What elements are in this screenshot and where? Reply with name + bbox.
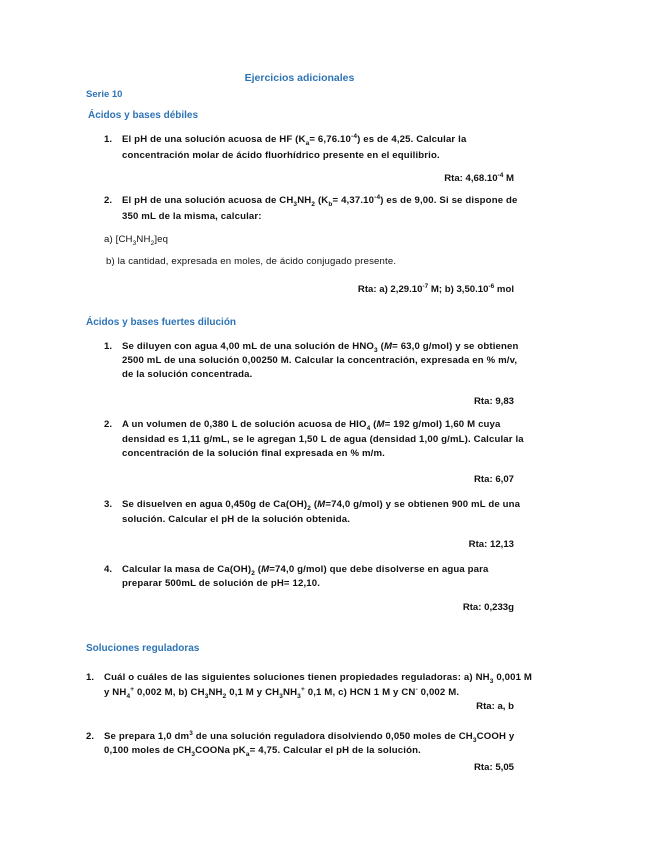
- page-title: Ejercicios adicionales: [244, 72, 355, 84]
- answer: Rta: 5,05: [474, 762, 514, 773]
- answer: Rta: a) $2,29.10^{-7}$ M; b) $3,50.10^{-6}$ mol: [357, 282, 514, 295]
- subquestion-a: a) $[CH_3NH_2]eq$: [104, 234, 169, 247]
- section-heading-debiles: Ácidos y bases débiles: [88, 110, 199, 121]
- subquestion-b: b) la cantidad, expresada en moles, de ácido conjugado presente.: [106, 256, 397, 267]
- serie-label: Serie 10: [86, 89, 123, 100]
- section-heading-fuertes: Ácidos y bases fuertes dilución: [86, 317, 237, 328]
- answer: Rta: 12,13: [468, 539, 514, 550]
- answer: Rta: $4,68.10^{-4}$ M: [444, 171, 514, 184]
- answer: Rta: a, b: [476, 701, 514, 712]
- answer: Rta: 9,83: [474, 396, 514, 407]
- section-heading-reguladoras: Soluciones reguladoras: [86, 643, 200, 654]
- answer: Rta: 6,07: [474, 474, 514, 485]
- answer: Rta: 0,233g: [462, 602, 514, 613]
